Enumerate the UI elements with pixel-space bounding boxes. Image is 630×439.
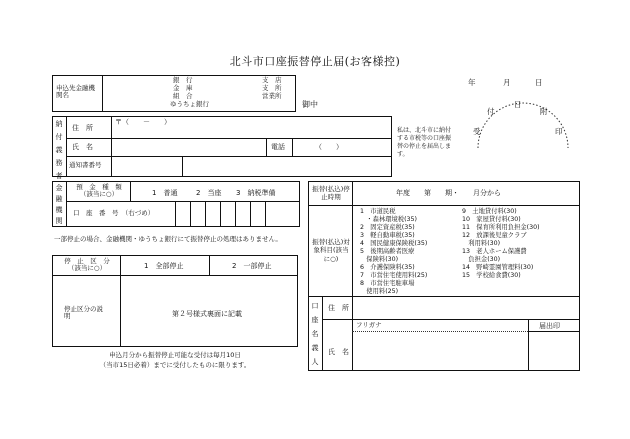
stop-option-all[interactable]: 1 全部停止: [144, 262, 184, 270]
stop-reason-label: 停止区分の説 明: [64, 305, 123, 321]
taxpayer-address-label: 住 所: [72, 124, 93, 132]
notice-number-input[interactable]: [112, 157, 182, 177]
phone-input[interactable]: [293, 139, 391, 156]
item-left-2[interactable]: 2 固定資産税(35): [360, 224, 415, 232]
branch-shiten: 支 店: [262, 76, 282, 84]
item-right-1[interactable]: 10 家屋貸付料(30): [462, 216, 521, 224]
bank-label: 申込先金融機関名: [56, 84, 95, 100]
item-left-4[interactable]: 4 国民健康保険税(35): [360, 240, 428, 248]
bank-type-kumiai: 組 合: [173, 92, 193, 100]
holder-name-label: 氏 名: [328, 348, 349, 356]
holder-name-input[interactable]: [353, 332, 528, 370]
bank-type-bank: 銀 行: [173, 76, 193, 84]
phone-label: 電話: [271, 143, 285, 151]
bank-type-yucho: ゆうちょ銀行: [170, 100, 209, 108]
items-right-list: [462, 208, 577, 280]
taxpayer-address-prefix: 〒（ － ）: [115, 118, 171, 126]
item-left-5[interactable]: 5 後期高齢者医療: [360, 248, 415, 256]
taxpayer-note: 私は、北斗市に納付する市税等の口座振替の停止を届出します。: [397, 127, 452, 159]
item-right-2[interactable]: 11 保育所利用負担金(30): [462, 224, 540, 232]
item-left-10[interactable]: 使用料(25): [360, 288, 399, 296]
account-type-tax[interactable]: 3 納税準備: [236, 189, 276, 197]
holder-side-label: 口座名義人: [311, 302, 319, 366]
date-year-label: 年: [468, 78, 476, 87]
stamp-char-2: 付: [487, 107, 495, 116]
partial-stop-notice: 一部停止の場合、金融機関・ゆうちょ銀行にて振替停止の処理はありません。: [54, 235, 282, 243]
item-right-3[interactable]: 12 放課後児童クラブ: [462, 232, 527, 240]
item-right-8[interactable]: 15 学校給食費(30): [462, 272, 521, 280]
furigana-input[interactable]: [385, 320, 528, 331]
footer-note-line-2: （当市15日必着）までに受付したものに限ります。: [99, 361, 251, 369]
item-left-7[interactable]: 6 介護保険料(35): [360, 264, 415, 272]
items-label: 振替(払込)対象科目(該当に○): [312, 238, 350, 263]
period-label: 振替(払込)停止時期: [312, 185, 350, 202]
stop-category-label: 停 止 区 分（該当に○）: [64, 257, 110, 273]
stop-reason-text: 第２号様式裏面に記載: [172, 310, 242, 318]
account-type-normal[interactable]: 1 普通: [152, 189, 178, 197]
item-left-3[interactable]: 3 軽自動車税(35): [360, 232, 415, 240]
account-number-label: 口 座 番 号 （右づめ）: [73, 209, 155, 217]
item-right-5[interactable]: 13 老人ホーム保護費: [462, 248, 527, 256]
item-right-6[interactable]: 負担金(30): [462, 256, 501, 264]
account-side-label: 金融機関: [55, 184, 63, 225]
date-month-label: 月: [503, 78, 511, 87]
branch-shisho: 支 所: [262, 84, 282, 92]
item-left-0[interactable]: 1 市道民税: [360, 208, 396, 215]
stamp-char-5: 印: [555, 127, 563, 136]
stamp-area[interactable]: [529, 332, 579, 370]
stamp-char-1: 受: [473, 127, 481, 136]
bank-type-koko: 金 庫: [173, 84, 193, 92]
date-day-label: 日: [535, 78, 543, 87]
item-right-4[interactable]: 利用料(30): [462, 240, 501, 248]
item-left-9[interactable]: 8 市営住宅駐車場: [360, 280, 415, 288]
item-right-0[interactable]: 9 土地貸付料(30): [462, 208, 517, 215]
notice-number-label: 通知書番号: [69, 161, 102, 169]
taxpayer-name-label: 氏 名: [72, 143, 93, 151]
branch-eigyosho: 営業所: [262, 92, 282, 100]
holder-address-input[interactable]: [353, 297, 579, 319]
item-left-6[interactable]: 保険料(30): [360, 256, 399, 264]
account-type-label: 預 金 種 類（該当に○）: [76, 183, 122, 199]
items-left-list: [360, 208, 470, 297]
form-title: 北斗市口座振替停止届(お客様控): [229, 55, 401, 68]
taxpayer-side-label: 納付義務者: [55, 120, 63, 180]
taxpayer-address-input[interactable]: [112, 127, 266, 138]
item-right-7[interactable]: 14 野崎霊園管理料(30): [462, 264, 534, 272]
stop-option-partial[interactable]: 2 一部停止: [232, 262, 272, 270]
item-left-8[interactable]: 7 市営住宅使用料(25): [360, 272, 428, 280]
stamp-char-3: 日: [514, 100, 522, 109]
receipt-stamp-arc: [468, 90, 578, 150]
item-left-1[interactable]: ・森林環境税(35): [360, 216, 418, 224]
gochu-label: 御中: [302, 100, 318, 109]
taxpayer-name-input[interactable]: [112, 139, 266, 156]
phone-value: （ ）: [315, 143, 343, 151]
footer-note-line-1: 申込月分から振替停止可能な受付は毎月10日: [109, 351, 241, 359]
account-type-current[interactable]: 2 当座: [196, 189, 222, 197]
holder-address-label: 住 所: [328, 304, 349, 312]
furigana-label: フリガナ: [356, 321, 382, 329]
account-number-input[interactable]: [176, 202, 299, 226]
stamp-char-4: 附: [540, 107, 548, 116]
stamp-label: 届出印: [539, 322, 560, 330]
period-value: 年度 第 期・ 月分から: [396, 189, 501, 197]
